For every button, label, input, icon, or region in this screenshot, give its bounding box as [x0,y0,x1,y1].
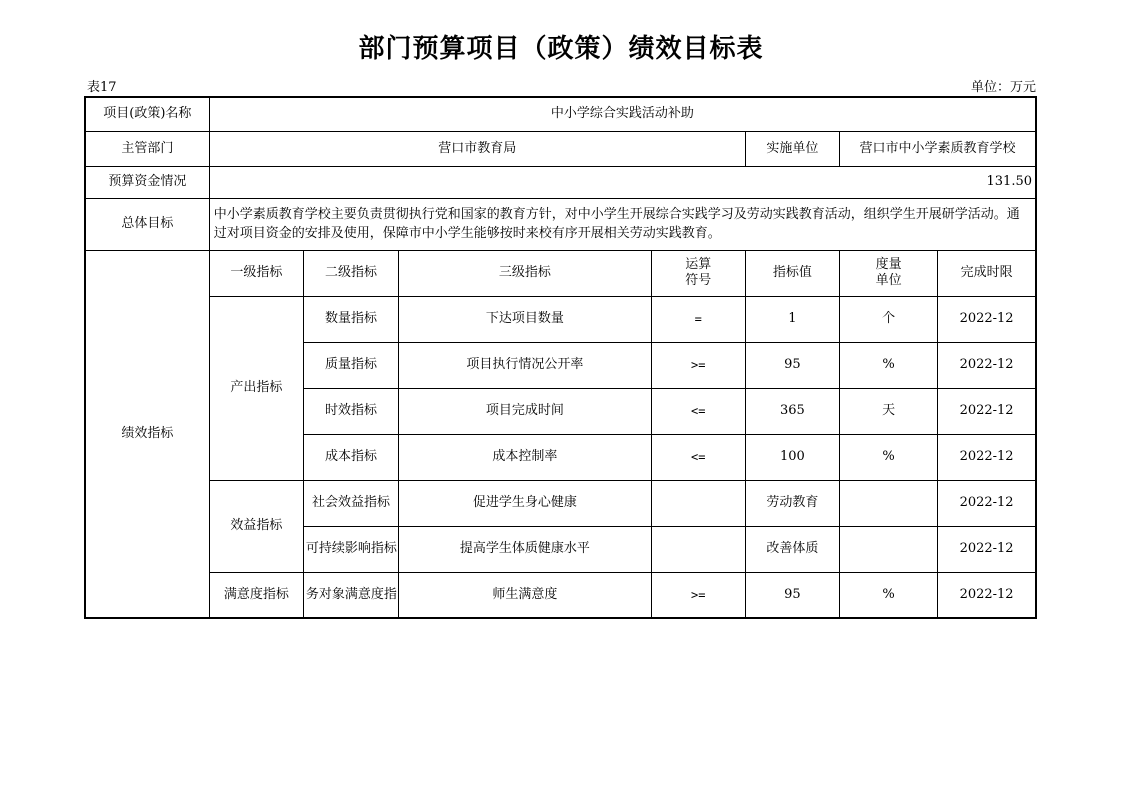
cell-level3: 项目执行情况公开率 [399,342,652,388]
cell-unit [839,526,937,572]
cell-unit: 天 [839,388,937,434]
goal-label: 总体目标 [85,198,209,250]
cell-unit: % [839,572,937,618]
cell-value: 改善体质 [745,526,839,572]
cell-unit: % [839,434,937,480]
cell-level3: 提高学生体质健康水平 [399,526,652,572]
cell-level2: 务对象满意度指 [303,572,398,618]
group-satisfaction: 满意度指标 [209,572,303,618]
cell-op: >= [651,572,745,618]
table-row [85,296,1036,342]
row-perf-header [85,250,1036,296]
cell-deadline: 2022-12 [938,572,1036,618]
table-number: 表17 [87,80,117,95]
cell-level2: 社会效益指标 [303,480,398,526]
cell-unit [839,480,937,526]
page-title: 部门预算项目（政策）绩效目标表 [358,34,764,64]
cell-deadline: 2022-12 [938,388,1036,434]
project-name-label: 项目(政策)名称 [85,97,209,131]
cell-value: 95 [745,342,839,388]
header-op: 运算 符号 [651,250,745,296]
cell-level3: 成本控制率 [399,434,652,480]
header-level2: 二级指标 [303,250,398,296]
budget-value: 131.50 [209,166,1036,198]
cell-deadline: 2022-12 [938,480,1036,526]
project-name-value: 中小学综合实践活动补助 [209,97,1036,131]
group-benefit: 效益指标 [209,480,303,572]
cell-op [651,480,745,526]
cell-unit: 个 [839,296,937,342]
cell-level2: 时效指标 [303,388,398,434]
goal-value: 中小学素质教育学校主要负责贯彻执行党和国家的教育方针，对中小学生开展综合实践学习及劳动实践教育活动，组织学生开展研学活动。通过对项目资金的安排及使用，保障市中小学生能够按时来校有序开展相关劳动实践教育。 [209,198,1036,250]
cell-deadline: 2022-12 [938,434,1036,480]
header-level1: 一级指标 [209,250,303,296]
cell-value: 100 [745,434,839,480]
cell-level3: 促进学生身心健康 [399,480,652,526]
budget-label: 预算资金情况 [85,166,209,198]
cell-value: 劳动教育 [745,480,839,526]
cell-value: 365 [745,388,839,434]
cell-op: <= [651,434,745,480]
dept-label: 主管部门 [85,131,209,166]
table-row [85,572,1036,618]
cell-level2: 数量指标 [303,296,398,342]
row-goal [85,198,1036,250]
cell-op: >= [651,342,745,388]
cell-level2: 可持续影响指标 [303,526,398,572]
cell-level3: 项目完成时间 [399,388,652,434]
row-budget [85,166,1036,198]
row-project-name [85,97,1036,131]
header-level3: 三级指标 [399,250,652,296]
header-unit: 度量 单位 [839,250,937,296]
header-deadline: 完成时限 [938,250,1036,296]
cell-op: = [651,296,745,342]
group-output: 产出指标 [209,296,303,480]
impl-value: 营口市中小学素质教育学校 [839,131,1036,166]
header-value: 指标值 [745,250,839,296]
cell-op [651,526,745,572]
cell-level2: 质量指标 [303,342,398,388]
dept-value: 营口市教育局 [209,131,745,166]
cell-level3: 师生满意度 [399,572,652,618]
performance-table [84,96,1037,619]
impl-label: 实施单位 [745,131,839,166]
row-department [85,131,1036,166]
cell-value: 1 [745,296,839,342]
cell-level3: 下达项目数量 [399,296,652,342]
table-row [85,480,1036,526]
unit-label: 单位：万元 [970,80,1036,95]
cell-deadline: 2022-12 [938,342,1036,388]
cell-deadline: 2022-12 [938,526,1036,572]
cell-level2: 成本指标 [303,434,398,480]
cell-deadline: 2022-12 [938,296,1036,342]
cell-unit: % [839,342,937,388]
cell-op: <= [651,388,745,434]
perf-label: 绩效指标 [85,250,209,618]
cell-value: 95 [745,572,839,618]
